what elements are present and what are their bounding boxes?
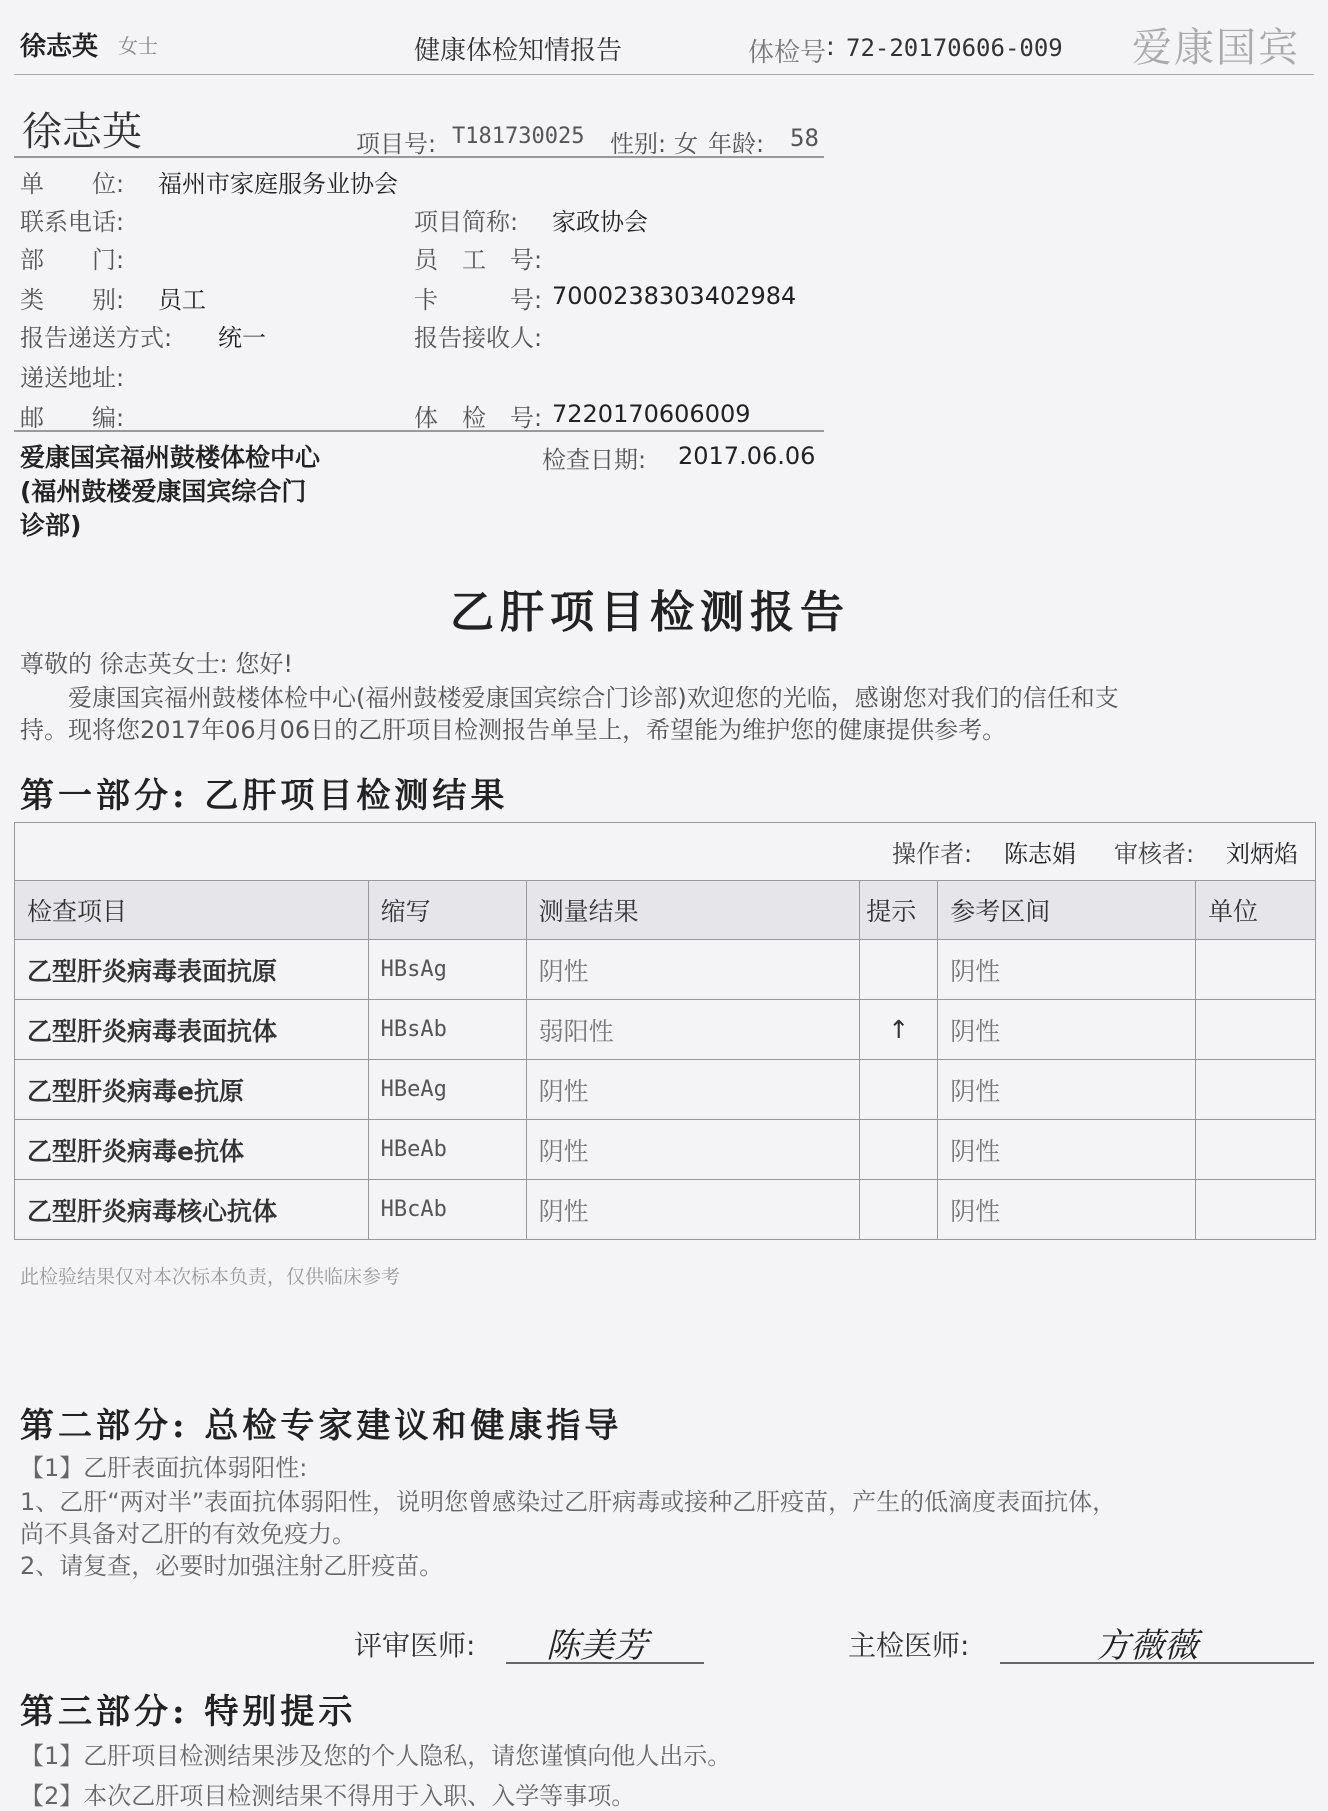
table-row — [15, 940, 1316, 1000]
cell-ref: 阴性 — [938, 1120, 1196, 1180]
header-title-suffix: 女士 — [118, 34, 158, 58]
cell-unit — [1196, 1120, 1316, 1180]
phone-label: 联系电话: — [20, 208, 125, 236]
dept-label: 部 门: — [20, 246, 125, 274]
delivery-label: 报告递送方式: — [20, 324, 173, 352]
reviewer-label: 审核者: — [1114, 840, 1195, 868]
exam-no2-value: 7220170606009 — [552, 400, 751, 428]
card-label: 卡 号: — [414, 286, 543, 314]
cell-ref: 阴性 — [938, 940, 1196, 1000]
patient-divider — [14, 156, 824, 158]
cell-unit — [1196, 1060, 1316, 1120]
cell-abbr: HBeAg — [368, 1060, 526, 1120]
section3-tip2: 【2】本次乙肝项目检测结果不得用于入职、入学等事项。 — [20, 1782, 636, 1810]
header-exam-no: 72-20170606-009 — [846, 34, 1063, 62]
center-name-line1: 爱康国宾福州鼓楼体检中心 — [20, 443, 321, 472]
report-title: 乙肝项目检测报告 — [450, 587, 850, 638]
col-header: 检查项目 — [15, 881, 369, 940]
section3-tip1: 【1】乙肝项目检测结果涉及您的个人隐私，请您谨慎向他人出示。 — [20, 1742, 732, 1770]
cell-abbr: HBsAb — [368, 1000, 526, 1060]
section3-title: 第三部分: 特别提示 — [20, 1692, 357, 1732]
date-value: 2017.06.06 — [678, 442, 816, 470]
table-row — [15, 1180, 1316, 1240]
table-row — [15, 1060, 1316, 1120]
table-header-row — [15, 881, 1316, 940]
disclaimer: 此检验结果仅对本次标本负责，仅供临床参考 — [20, 1266, 401, 1288]
section2-line1: 1、乙肝“两对半”表面抗体弱阳性，说明您曾感染过乙肝病毒或接种乙肝疫苗，产生的低滴度表面抗体， — [20, 1488, 1117, 1516]
cell-result: 阴性 — [526, 1060, 860, 1120]
col-header: 参考区间 — [938, 881, 1196, 940]
section2-title: 第二部分: 总检专家建议和健康指导 — [20, 1406, 623, 1446]
cell-result: 阴性 — [526, 1180, 860, 1240]
header-exam-no-label: 体检号 — [748, 38, 827, 68]
reviewer-value: 刘炳焰 — [1226, 840, 1298, 868]
cell-hint — [860, 1180, 938, 1240]
receiver-label: 报告接收人: — [414, 324, 543, 352]
project-short-value: 家政协会 — [552, 208, 648, 236]
cell-abbr: HBeAb — [368, 1120, 526, 1180]
cell-item: 乙型肝炎病毒表面抗原 — [15, 940, 369, 1000]
category-label: 类 别: — [20, 286, 125, 314]
delivery-value: 统一 — [218, 324, 266, 352]
cell-result: 弱阳性 — [526, 1000, 860, 1060]
col-header: 缩写 — [368, 881, 526, 940]
cell-result: 阴性 — [526, 1120, 860, 1180]
reviewer-doctor-label: 评审医师: — [354, 1629, 476, 1662]
results-table — [14, 880, 1316, 1240]
patient-name: 徐志英 — [22, 109, 142, 155]
section2-line3: 2、请复查，必要时加强注射乙肝疫苗。 — [20, 1552, 444, 1580]
brand-logo: 爱康国宾 — [1132, 25, 1300, 71]
center-name-line3: 诊部) — [20, 511, 82, 540]
section2-heading: 【1】乙肝表面抗体弱阳性: — [20, 1454, 308, 1482]
col-header: 单位 — [1196, 881, 1316, 940]
greeting: 尊敬的 徐志英女士: 您好! — [20, 650, 293, 678]
cell-hint — [860, 1060, 938, 1120]
project-no: T181730025 — [452, 124, 585, 149]
cell-result: 阴性 — [526, 940, 860, 1000]
address-label: 递送地址: — [20, 364, 125, 392]
date-label: 检查日期: — [542, 446, 647, 474]
operator-label: 操作者: — [892, 840, 973, 868]
cell-hint — [860, 1120, 938, 1180]
project-no-label: 项目号: — [356, 130, 437, 158]
col-header: 提示 — [860, 881, 938, 940]
exam-no2-label: 体 检 号: — [414, 404, 543, 432]
cell-unit — [1196, 940, 1316, 1000]
section2-line2: 尚不具备对乙肝的有效免疫力。 — [20, 1520, 356, 1548]
cell-abbr: HBsAg — [368, 940, 526, 1000]
cell-ref: 阴性 — [938, 1060, 1196, 1120]
cell-ref: 阴性 — [938, 1000, 1196, 1060]
age: 58 — [790, 124, 819, 152]
gender-label: 性别: — [610, 130, 667, 158]
header-name: 徐志英 — [20, 32, 99, 62]
table-row — [15, 1000, 1316, 1060]
center-name-line2: (福州鼓楼爱康国宾综合门 — [20, 477, 307, 506]
unit-value: 福州市家庭服务业协会 — [158, 170, 398, 198]
reviewer-doctor-signature: 陈美芳 — [546, 1626, 648, 1666]
zip-label: 邮 编: — [20, 404, 125, 432]
operator-value: 陈志娟 — [1004, 840, 1076, 868]
unit-label: 单 位: — [20, 170, 125, 198]
reviewer-signature-line — [506, 1662, 704, 1664]
header-divider — [14, 74, 1314, 75]
chief-signature-line — [1000, 1662, 1314, 1664]
section1-title: 第一部分: 乙肝项目检测结果 — [20, 776, 509, 816]
gender: 女 — [674, 130, 698, 158]
cell-item: 乙型肝炎病毒e抗原 — [15, 1060, 369, 1120]
cell-item: 乙型肝炎病毒表面抗体 — [15, 1000, 369, 1060]
header-report-name: 健康体检知情报告 — [414, 36, 623, 66]
info-divider — [14, 430, 824, 432]
table-row — [15, 1120, 1316, 1180]
intro-line1: 爱康国宾福州鼓楼体检中心(福州鼓楼爱康国宾综合门诊部)欢迎您的光临，感谢您对我们的信任和支 — [68, 684, 1119, 712]
cell-abbr: HBcAb — [368, 1180, 526, 1240]
cell-hint — [860, 940, 938, 1000]
cell-unit — [1196, 1000, 1316, 1060]
cell-ref: 阴性 — [938, 1180, 1196, 1240]
chief-doctor-label: 主检医师: — [848, 1629, 970, 1662]
intro-line2: 持。现将您2017年06月06日的乙肝项目检测报告单呈上，希望能为维护您的健康提供参考。 — [20, 716, 1007, 744]
project-short-label: 项目简称: — [414, 208, 519, 236]
col-header: 测量结果 — [526, 881, 860, 940]
cell-item: 乙型肝炎病毒e抗体 — [15, 1120, 369, 1180]
chief-doctor-signature: 方薇薇 — [1096, 1626, 1198, 1666]
card-value: 7000238303402984 — [552, 282, 797, 310]
category-value: 员工 — [158, 286, 206, 314]
cell-unit — [1196, 1180, 1316, 1240]
staff-no-label: 员 工 号: — [414, 246, 543, 274]
cell-item: 乙型肝炎病毒核心抗体 — [15, 1180, 369, 1240]
cell-hint: ↑ — [860, 1000, 938, 1060]
age-label: 年龄: — [708, 130, 765, 158]
